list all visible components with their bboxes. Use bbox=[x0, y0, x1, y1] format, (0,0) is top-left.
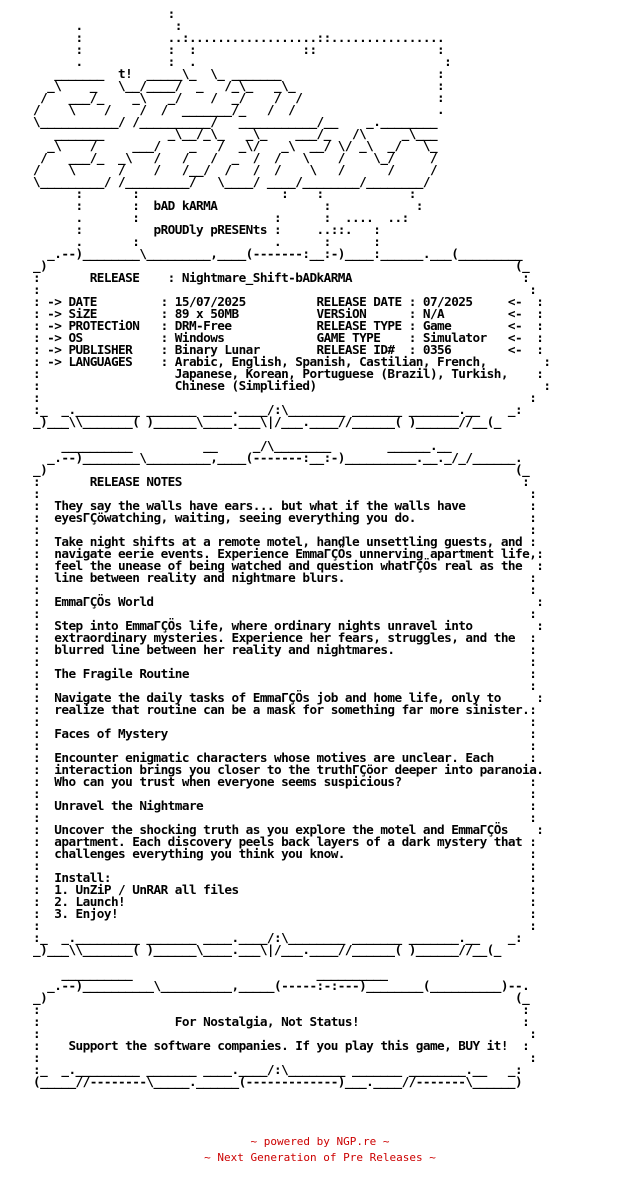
nfo-release-text: : . : : ..:..................::................ : : : :: : . : . : _______ t! _____\_ \_ _______ : _\ _ \__/____/ _ /_\_ _\_ : / ___/_ _\ _/ / _/ / / : / \ / / / _______/_ / / . \___________/ /__________/ ___________/__ _.________ _______ _\__/_\_ _\_ ___/_ /\ _\___ _\ / ___/ _ / _\/ _\ __/ \/ _\ _/ \_ / ___/_ _\ / / / _ / / \ / \_/ / / \ / / /__/ / / / \ / / / \_________/ /_________/ \____/ ____/________/________/ : : : : : : : bAD kARMA : : . : : : .... ..: : pROUDly pRESENts : ..::. : . : . : : _.--)________\_________,____(-------:__:-)____:______.___(_________ _) (_ : RELEASE : Nightmare_Shift-bADkARMA : : : : -> DATE : 15/07/2025 RELEASE DATE : 07/2025 <- : : -> SiZE : 89 x 50MB VERSiON : N/A <- : : -> PROTECTiON : DRM-Free RELEASE TYPE : Game <- : : -> OS : Windows GAME TYPE : Simulator <- : : -> PUBLISHER : Binary Lunar RELEASE ID# : 0356 <- : : -> LANGUAGES : Arabic, English, Spanish, Castilian, French, : : Japanese, Korean, Portuguese (Brazil), Turkish, : : Chinese (Simplified) : : : :_ _._________ _______ ____.____/:\________ _______ _______.__ _: _)___\\_______( )______\____.___\|/___.____//______( )______//__(_ __________ __ _/\________ ______.__ _.--)________\_________,____(-------:__:-)__________.__._/_/______. _) (_ : RELEASE NOTES : : : : They say the walls have ears... but what if the walls have : : eyesΓÇöwatching, waiting, seeing everything you do. : : : : Take night shifts at a remote motel, handle unsettling guests, and : : navigate eerie events. Experience EmmaΓÇÖs unnerving apartment life,: : feel the unease of being watched and question whatΓÇÖs real as the : : line between reality and nightmare blurs. : : : : EmmaΓÇÖs World : : : : Step into EmmaΓÇÖs life, where ordinary nights unravel into : : extraordinary mysteries. Experience her fears, struggles, and the : : blurred line between her reality and nightmares. : : : : The Fragile Routine : : : : Navigate the daily tasks of EmmaΓÇÖs job and home life, only to : : realize that routine can be a mask for something far more sinister.: : : : Faces of Mystery : : : : Encounter enigmatic characters whose motives are unclear. Each : : interaction brings you closer to the truthΓÇöor deeper into paranoia. : Who can you trust when everyone seems suspicious? : : : : Unravel the Nightmare : : : : Uncover the shocking truth as you explore the motel and EmmaΓÇÖs : : apartment. Each discovery peels back layers of a dark mystery that : : challenges everything you think you know. : : : : Install: : : 1. UnZiP / UnRAR all files : : 2. Launch! : : 3. Enjoy! : : : :_ _._________ _______ ____.____/:\________ _______ _______.__ _: _)___\\_______( )______\____.___\|/___.____//______( )______//__(_ __________ __________ _.--)__________\__________,_____(-----:-:---)________(__________)--. _) (_ : : : For Nostalgia, Not Status! : : : : Support the software companies. If you play this game, BUY it! : : : :_ _._________ _______ ____.____/:\________ _______ ________.__ _: (_____//--------\_____.______(-------------)___.____//-------\______) bbox=[33, 6, 551, 1089]
footer bbox=[0, 1134, 640, 1166]
tagline-line: ~ Next Generation of Pre Releases ~ bbox=[204, 1151, 436, 1164]
powered-by-line: ~ powered by NGP.re ~ bbox=[250, 1135, 390, 1148]
